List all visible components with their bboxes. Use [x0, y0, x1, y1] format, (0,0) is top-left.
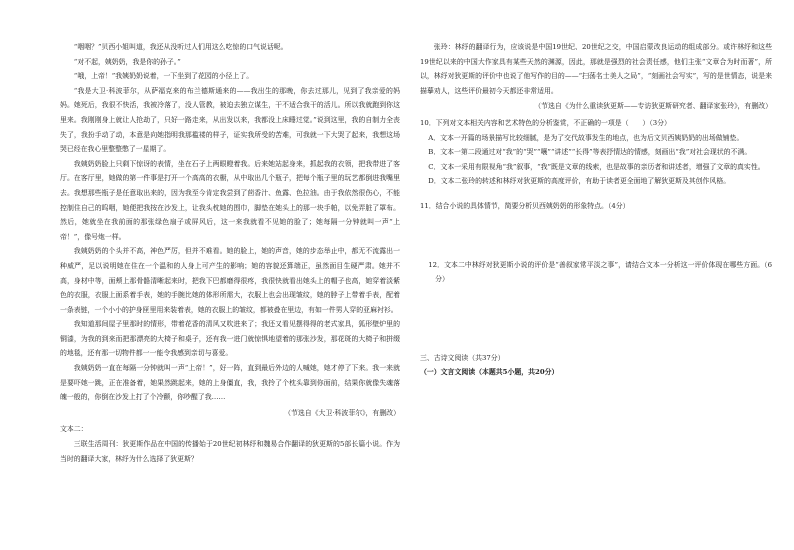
body-paragraph-2: 我姨奶奶脸上只剩下惊讶的表情，坐在石子上两眼瞪着我。后来她站起身来，抓起我的衣领，把我带进了客厅。在客厅里，她做的第一件事是打开一个高高的衣橱，从中取出几个瓶子，把每个瓶子里的玩艺都倒进我嘴里去。我想那些瓶子是任意取出来的，因为我至今肯定我尝到了茴香汁、鱼露、色拉油。由于我依然很伤心，不能控制住自己的呜咽，她便把我按在沙发上，让我头枕她的围巾，脚垫在她头上的那一块手帕，以免弄脏了罩布。然后，她就坐在我前面的那张绿色扇子或屏风后，这一来我就看不见她的脸了；她每隔一分钟就叫一声“上帝！”，像号炮一样。	[60, 159, 400, 241]
question-11: 11．结合小说的具体情节，简要分析贝西姨奶奶的形象特点。（4分）	[420, 201, 630, 210]
body-line-1: “咽咽？”贝西小姐叫道，我还从没听过人们用这么吃惊的口气说话呢。	[73, 43, 288, 51]
text2-body: 三联生活周刊：狄更斯作品在中国的传播始于20世纪初林纾和魏易合作翻译的狄更斯的5部长篇小说。作为当时的翻译大家，林纾为什么选择了狄更斯？	[60, 440, 400, 463]
question-10-option-a: A．文本一开篇的场景描写比较细腻，是为了交代故事发生的地点，也为后文贝西姨奶奶的出场做铺垫。	[428, 133, 744, 142]
question-12: 12．文本二中林纾对狄更斯小说的评价是“善叙家常平淡之事”，请结合文本一分析这一评价体现在哪些方面。（6分）	[428, 260, 772, 284]
text2-answer: 张玲：林纾的翻译行为，应该说是中国19世纪、20世纪之交，中国启蒙改良运动的组成部分。或许林纾和这些19世纪以来的中国大作家具有某些天然的渊源，因此，那就是强烈的社会责任感，他们主张“文章合为时而著”，所以，林纾对狄更斯的评价中也说了他写作的目的——“扫荡名士美人之局”，“刻画社会写实”，写的是世情态，说是来描摹劝人，这些评价最初今天都还非常适用。	[420, 43, 772, 95]
question-10-option-d: D．文本二张玲的转述和林纾对狄更斯的高度评价，有助于读者更全面地了解狄更斯及其创作风格。	[428, 177, 731, 186]
text2-source: （节选自《为什么重读狄更斯——专访狄更斯研究者、翻译家张玲》，有删改）	[534, 102, 772, 111]
left-column	[60, 40, 400, 466]
text1-source: （节选自《大卫·科波菲尔》，有删改）	[284, 408, 400, 417]
subsection-heading: （一）文言文阅读（本题共5小题，共20分）	[420, 368, 559, 377]
text2-heading: 文本二：	[60, 425, 88, 434]
body-line-3: “哦，上帝！”我姨奶奶说着，一下坐到了花园的小径上了。	[73, 72, 254, 81]
body-paragraph-1: “我是大卫·科波菲尔，从萨福克来的布兰德斯通来的——我出生的那晚，你去过那儿，见到了我亲爱的妈妈。她死后，我很不快活，我被冷落了，没人管教，被迫去独立谋生，干不适合我干的活儿。所以我就跑到你这里来。我刚刚身上就让人抢劫了，只好一路走来，从出发以来，我都没上床睡过觉。”说到这里，我的自制力全丧失了，我扮手动了动，本意是向她指明我那褴褛的样子，证实我所受的苦难，可我就一下大哭了起来，我想这场哭已经在我心里整整憋了一星期了。	[60, 86, 400, 154]
question-10-option-b: B．文本一第二段通过对“我”的“哭”“嚷”“讲述”“长得”等表抒情达的情感，刻画出“我”对社会现状的不满。	[428, 148, 752, 157]
right-column	[420, 40, 772, 380]
body-paragraph-3: 我姨奶奶的个头并不高，神色严厉，但并不难看。她的脸上，她的声音，她的步态举止中，都无不流露出一种威严，足以说明她在住在一个温和的人身上可产生的影响；她的容貌还算端正，虽然面目生硬严肃。她并不高，身材中等，面颊上那骨骼清晰起来时，把我下巴都磨得很疼，我很快就看出她头上的帽子也高，她穿着淡紫色的衣服，衣服上面系着手表，她的手腕比她的体形所需大，衣服上也会出现皱纹，她的脖子上带着手表，配着一条表链，一个小小的护身匣里用来装着表，她的衣服上的皱纹，都被叠在里边，有如一件男人穿的亚麻衬衫。	[60, 247, 400, 314]
section-3-heading: 三、古诗文阅读（共37分）	[420, 353, 505, 362]
question-10: 10．下列对文本相关内容和艺术特色的分析鉴赏，不正确的一项是（ ）（3分）	[420, 118, 671, 127]
body-paragraph-5: 我姨奶奶一直在每隔一分钟就叫一声“上帝！”，好一阵，直到最后外边的人喊她，她才停了下来。我一来就是要吓她一跳，正在准备着，她果然跳起来，她的上身僵直，我，我拎了个枕头靠到你面前，结果你就像失魂落魄一般的，你倒在沙发上打了个冷颤，你吵醒了我……	[60, 364, 400, 402]
body-line-2: “对不起，姨奶奶，我是你的孙子。”	[73, 57, 181, 66]
body-paragraph-4: 我知道那间屋子里那时的情形，带着花香的清风又吹进来了；我还又看见摆得得的老式家具，狐形壁炉里的铜漆，为我的到来而把那漂亮的大椅子和桌子，还有我一进门就惊惧地望着的那张沙发，那花斑的大椅子和拼缀的地毯，还有那一切物件都一一能令我感到亲切与喜爱。	[60, 320, 400, 358]
question-10-option-c: C．文本一采用有限视角“我”叙事，“我”既是文章的线索，也是故事的亲历者和讲述者，增强了文章的真实性。	[428, 162, 765, 171]
